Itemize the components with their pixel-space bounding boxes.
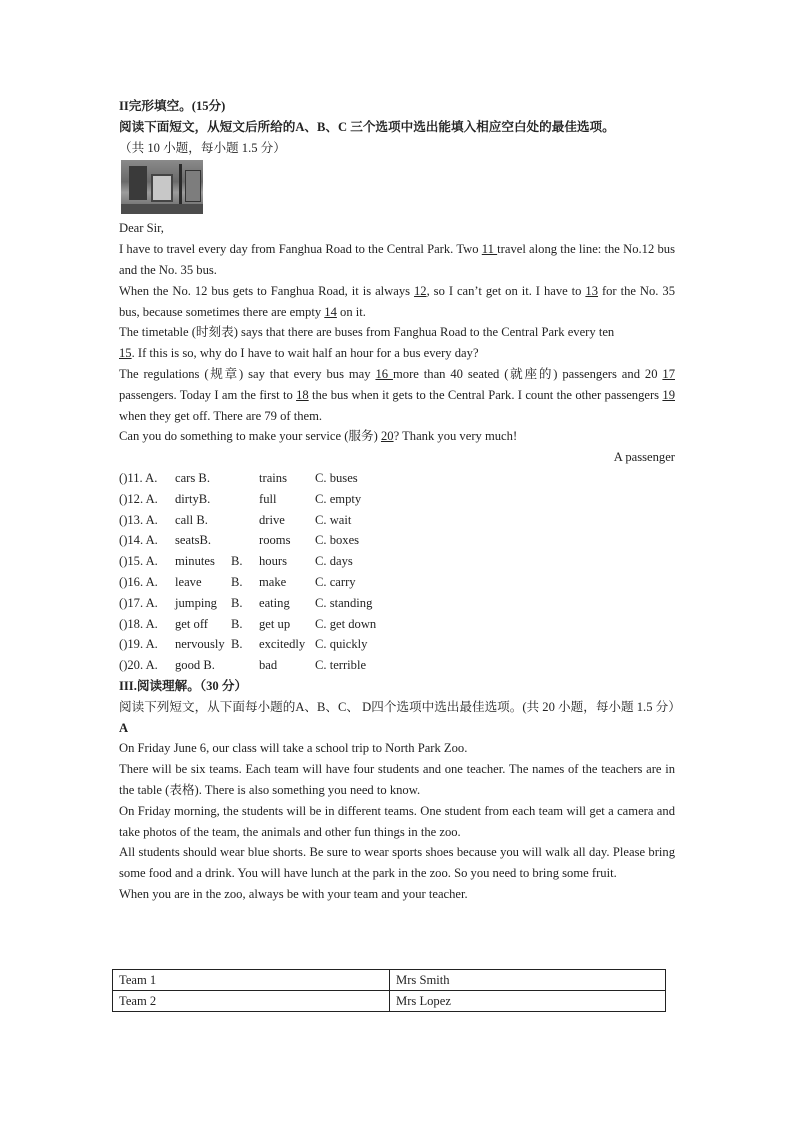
table-cell-teacher: Mrs Smith [390, 970, 666, 991]
section3-part-label: A [119, 720, 129, 735]
section2-heading: II完形填空。(15分) [119, 99, 226, 113]
letter-paragraph-3: The timetable (时刻表) says that there are buses from Fanghua Road to the Central Park every ten 15. If this is so, why do I have to wait half an hour for a bus every day? [119, 325, 615, 361]
reading-paragraph-1: On Friday June 6, our class will take a school trip to North Park Zoo. [119, 741, 468, 756]
table-row [113, 991, 666, 1012]
reading-paragraph-4: All students should wear blue shorts. Be sure to wear sports shoes because you will walk all day. Please bring some food and a drink. You will have lunch at the park in the zoo. So you need to bring some fruit. [119, 845, 675, 881]
section2-note: （共 10 小题，每小题 1.5 分） [119, 140, 286, 155]
answer-options [119, 468, 675, 676]
letter-greeting: Dear Sir, [119, 221, 164, 236]
option-row: ()19. A. nervously B. excitedly C. quickly [119, 637, 368, 652]
section3-instruction: 阅读下列短文，从下面每小题的A、B、C、 D四个选项中选出最佳选项。(共 20 小题，每小题 1.5 分） [119, 699, 681, 714]
option-row: ()12. A. dirtyB. full C. empty [119, 491, 362, 506]
blank-15: 15 [119, 346, 132, 361]
blank-19: 19 [662, 387, 675, 402]
reading-paragraph-2: There will be six teams. Each team will have four students and one teacher. The names of the teachers are in the table (表格). There is also something you need to know. [119, 762, 675, 797]
reading-paragraph-5: When you are in the zoo, always be with your team and your teacher. [119, 886, 468, 901]
table-cell-team: Team 2 [113, 991, 390, 1012]
table-row [113, 970, 666, 991]
blank-20: 20 [380, 429, 394, 444]
option-row: ()11. A. cars B. trains C. buses [119, 470, 358, 485]
table-cell-team: Team 1 [113, 970, 390, 991]
bus-stop-photo [121, 160, 203, 214]
letter-paragraph-1: I have to travel every day from Fanghua Road to the Central Park. Two 11 travel along the line: the No.12 bus and the No. 35 bus. [119, 242, 675, 277]
blank-14: 14 [324, 304, 337, 319]
blank-13: 13 [585, 283, 598, 298]
blank-12: 12 [413, 283, 427, 298]
letter-paragraph-2: When the No. 12 bus gets to Fanghua Road, it is always 12, so I can’t get on it. I have to 13 for the No. 35 bus, because sometimes there are empty 14 on it. [119, 283, 675, 319]
option-row: ()17. A. jumping B. eating C. standing [119, 595, 373, 610]
blank-18: 18 [296, 387, 309, 402]
worksheet-page [119, 96, 681, 905]
option-row: ()13. A. call B. drive C. wait [119, 512, 352, 527]
option-row: ()14. A. seatsB. rooms C. boxes [119, 533, 360, 548]
option-row: ()15. A. minutes B. hours C. days [119, 554, 353, 569]
letter-paragraph-4: The regulations (规章) say that every bus may 16 more than 40 seated (就座的) passengers and 20 17 passengers. Today I am the first to 18 the bus when it gets to the Central Park. I count the other passengers 19 when they get off. There are 79 of them. [119, 366, 675, 423]
section3-heading: III.阅读理解。（30 分） [119, 678, 248, 693]
blank-16: 16 [375, 366, 393, 381]
letter-signature: A passenger [613, 450, 675, 465]
table-cell-teacher: Mrs Lopez [390, 991, 666, 1012]
teams-table [112, 969, 666, 1012]
option-row: ()20. A. good B. bad C. terrible [119, 658, 367, 673]
option-row: ()16. A. leave B. make C. carry [119, 574, 356, 589]
option-row: ()18. A. get off B. get up C. get down [119, 616, 377, 631]
letter-paragraph-5: Can you do something to make your service (服务) 20? Thank you very much! [119, 429, 518, 444]
reading-paragraph-3: On Friday morning, the students will be in different teams. One student from each team will get a camera and take photos of the team, the animals and other fun things in the zoo. [119, 803, 675, 839]
section2-instruction: 阅读下面短文，从短文后所给的A、B、C 三个选项中选出能填入相应空白处的最佳选项。 [119, 119, 615, 134]
blank-11: 11 [481, 242, 498, 257]
blank-17: 17 [662, 366, 675, 381]
